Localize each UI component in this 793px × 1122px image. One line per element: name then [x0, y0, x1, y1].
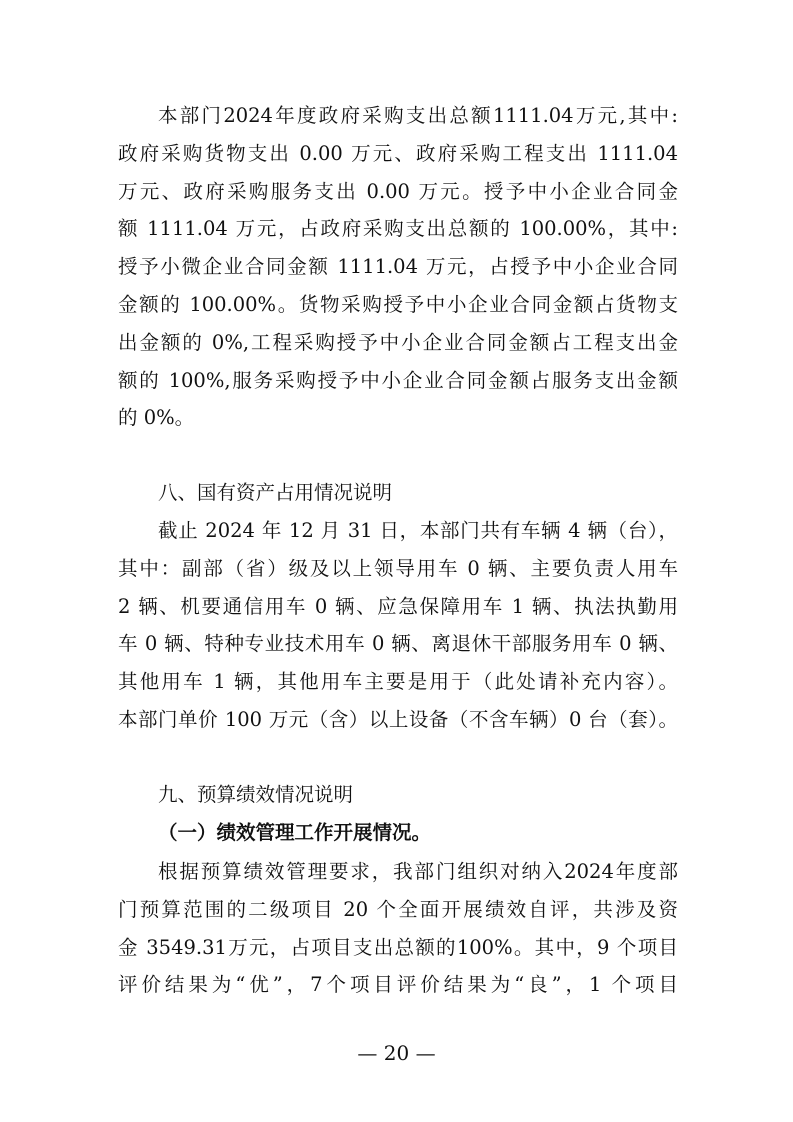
paragraph-line: 本部门单价 100 万元（含）以上设备（不含车辆）0 台（套）。	[118, 707, 678, 731]
paragraph-line: 政府采购货物支出 0.00 万元、政府采购工程支出 1111.04	[118, 141, 678, 165]
assets-paragraph	[118, 512, 678, 739]
subsection-heading-management: （一）绩效管理工作开展情况。	[158, 821, 432, 844]
paragraph-line: 根据预算绩效管理要求，我部门组织对纳入2024年度部	[158, 860, 678, 883]
paragraph-line: 的 0%。	[118, 406, 195, 430]
paragraph-line: 本部门2024年度政府采购支出总额1111.04万元,其中:	[158, 104, 678, 127]
paragraph-line: 额 1111.04 万元，占政府采购支出总额的 100.00%，其中:	[118, 217, 678, 241]
paragraph-line: 万元、政府采购服务支出 0.00 万元。授予中小企业合同金	[118, 179, 678, 203]
paragraph-line: 金额的 100.00%。货物采购授予中小企业合同金额占货物支	[118, 292, 678, 316]
paragraph-line: 出金额的 0%,工程采购授予中小企业合同金额占工程支出金	[118, 330, 678, 354]
paragraph-line: 2 辆、机要通信用车 0 辆、应急保障用车 1 辆、执法执勤用	[118, 594, 678, 618]
paragraph-line: 其他用车 1 辆，其他用车主要是用于（此处请补充内容）。	[118, 670, 678, 694]
procurement-paragraph	[118, 97, 678, 437]
paragraph-line: 门预算范围的二级项目 20 个全面开展绩效自评，共涉及资	[118, 897, 678, 921]
paragraph-line: 截止 2024 年 12 月 31 日，本部门共有车辆 4 辆（台），	[158, 519, 678, 542]
performance-paragraph	[118, 853, 678, 1004]
paragraph-line: 评价结果为“优”，7个项目评价结果为“良”，1 个项目	[118, 973, 678, 997]
section-heading-performance: 九、预算绩效情况说明	[158, 783, 354, 806]
paragraph-line: 金 3549.31万元，占项目支出总额的100%。其中，9 个项目	[118, 935, 678, 959]
paragraph-line: 授予小微企业合同金额 1111.04 万元，占授予中小企业合同	[118, 255, 678, 279]
section-heading-assets: 八、国有资产占用情况说明	[158, 481, 393, 504]
paragraph-line: 额的 100%,服务采购授予中小企业合同金额占服务支出金额	[118, 368, 678, 392]
paragraph-line: 车 0 辆、特种专业技术用车 0 辆、离退休干部服务用车 0 辆、	[118, 632, 678, 656]
paragraph-line: 其中：副部（省）级及以上领导用车 0 辆、主要负责人用车	[118, 556, 678, 580]
page-number: — 20 —	[357, 1041, 436, 1065]
